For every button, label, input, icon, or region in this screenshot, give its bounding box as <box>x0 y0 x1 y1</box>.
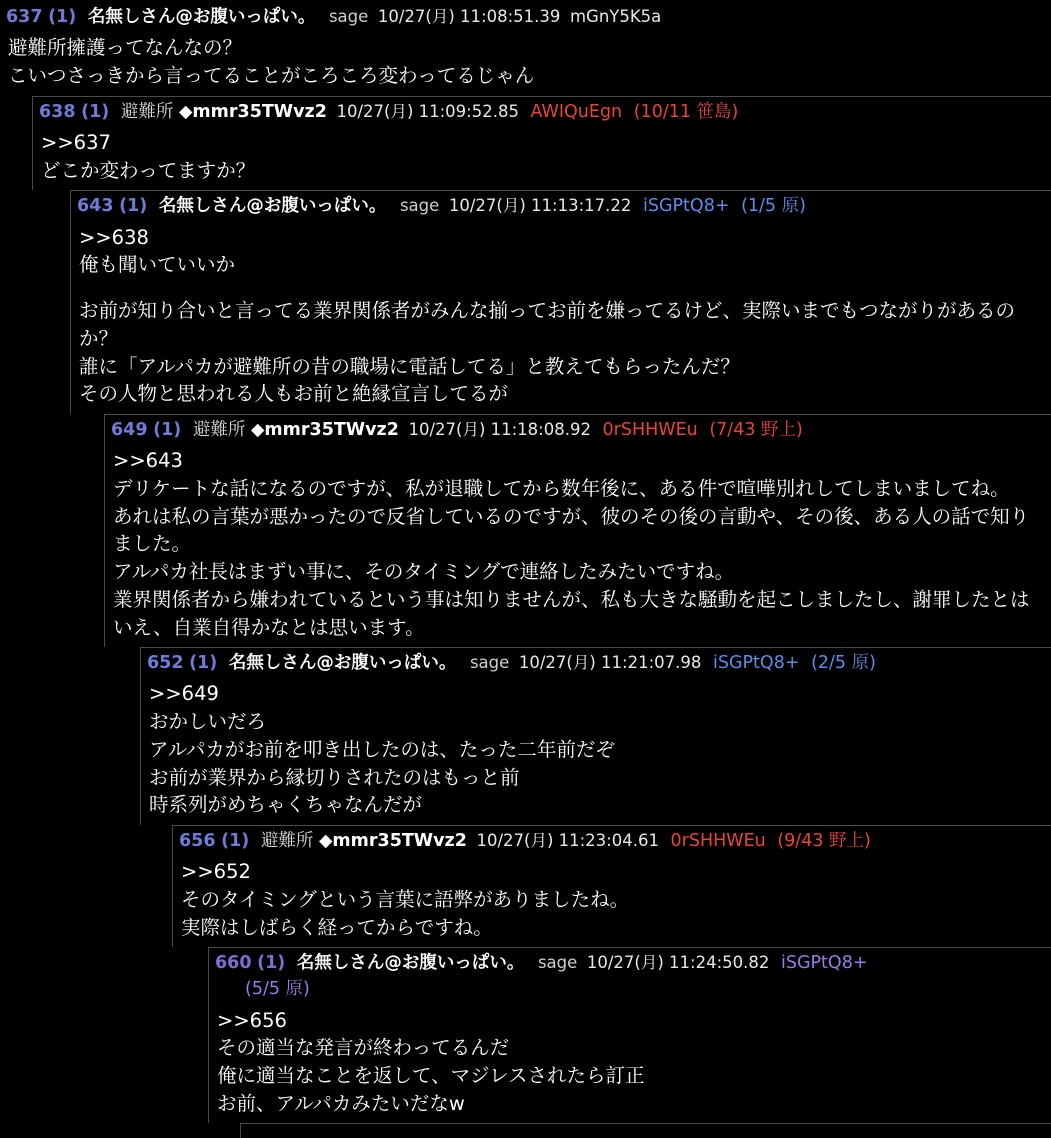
post-author: 名無しさん@お腹いっぱい。 <box>296 953 525 974</box>
post-date: 10/27(月) 11:24:50.82 <box>586 953 770 973</box>
post-656[interactable] <box>172 825 1051 947</box>
post-reply-count: (1) <box>221 830 250 851</box>
post-uid-extra: (7/43 野上) <box>709 420 803 441</box>
post-body <box>6 31 1047 89</box>
body-line: お前が知り合いと言ってる業界関係者がみんな揃ってお前を嫌ってるけど、実際いまでもつながりがあるのか？ <box>79 299 1016 351</box>
post-tripcode: ◆mmr35TWvz2 <box>318 830 467 851</box>
post-uid: mGnY5K5a <box>569 7 662 26</box>
post-652[interactable] <box>140 647 1051 825</box>
body-line: 業界関係者から嫌われているという事は知りませんが、私も大きな騒動を起こしましたし、謝罪したとはいえ、自業自得かなとは思います。 <box>113 587 1030 639</box>
thread-continuation <box>240 1123 1051 1138</box>
body-line: デリケートな話になるのですが、私が退職してから数年後に、ある件で喧嘩別れしてしまいましてね。 <box>113 477 1010 501</box>
post-sage: sage <box>328 7 369 26</box>
post-author: 避難所 <box>260 830 314 851</box>
post-638[interactable] <box>32 96 1051 191</box>
body-line: どこか変わってますか？ <box>41 158 256 182</box>
post-header <box>111 417 1047 444</box>
post-number[interactable]: 660 <box>215 953 252 974</box>
body-line: 俺も聞いていいか <box>79 253 236 277</box>
post-reply-count: (1) <box>48 7 77 27</box>
post-header <box>6 4 1047 31</box>
post-number[interactable]: 638 <box>39 101 76 122</box>
post-author: 避難所 <box>192 420 246 441</box>
reply-anchor[interactable]: >>649 <box>149 682 219 706</box>
post-author: 名無しさん@お腹いっぱい。 <box>87 7 316 27</box>
post-uid-extra: (1/5 原) <box>741 196 806 217</box>
post-header <box>215 950 1047 1004</box>
body-line: アルパカがお前を叩き出したのは、たった二年前だぞ <box>149 737 615 761</box>
reply-anchor[interactable]: >>643 <box>113 449 183 473</box>
post-reply-count: (1) <box>153 420 182 441</box>
body-line: その適当な発言が終わってるんだ <box>217 1036 510 1060</box>
post-date: 10/27(月) 11:21:07.98 <box>518 653 702 673</box>
post-author: 避難所 <box>120 101 174 122</box>
post-date: 10/27(月) 11:13:17.22 <box>448 196 632 216</box>
post-649[interactable] <box>104 414 1051 647</box>
post-body <box>179 855 1047 941</box>
post-sage: sage <box>469 653 510 673</box>
post-uid-extra: (10/11 笹島) <box>633 101 739 122</box>
post-uid: 0rSHHWEu <box>670 830 766 851</box>
body-line: おかしいだろ <box>149 710 267 734</box>
body-line: お前が業界から縁切りされたのはもっと前 <box>149 765 520 789</box>
body-line: 俺に適当なことを返して、マジレスされたら訂正 <box>217 1064 645 1088</box>
post-body <box>111 444 1047 641</box>
post-body <box>215 1004 1047 1118</box>
post-author: 名無しさん@お腹いっぱい。 <box>228 653 457 674</box>
post-uid-extra: (2/5 原) <box>811 653 876 674</box>
post-header <box>179 828 1047 855</box>
post-sage: sage <box>537 953 578 973</box>
post-header <box>39 99 1047 126</box>
body-line: 避難所擁護ってなんなの？ <box>8 36 243 60</box>
post-date: 10/27(月) 11:08:51.39 <box>377 7 561 26</box>
post-uid-extra: (9/43 野上) <box>777 830 871 851</box>
post-number[interactable]: 637 <box>6 7 43 27</box>
post-header <box>77 193 1047 220</box>
body-line: 時系列がめちゃくちゃなんだが <box>149 793 423 817</box>
reply-anchor[interactable]: >>637 <box>41 130 111 154</box>
post-number[interactable]: 656 <box>179 830 216 851</box>
post-date: 10/27(月) 11:23:04.61 <box>476 830 659 850</box>
body-line: そのタイミングという言葉に語弊がありましたね。 <box>181 887 630 911</box>
post-reply-count: (1) <box>257 953 286 974</box>
body-line: アルパカ社長はまずい事に、そのタイミングで連絡したみたいですね。 <box>113 560 735 584</box>
body-line: お前、アルパカみたいだなw <box>217 1091 465 1115</box>
post-uid: 0rSHHWEu <box>602 420 698 441</box>
post-637[interactable] <box>0 0 1051 96</box>
post-number[interactable]: 643 <box>77 196 114 217</box>
post-number[interactable]: 652 <box>147 653 184 674</box>
post-author: 名無しさん@お腹いっぱい。 <box>158 196 387 217</box>
post-uid-extra: (5/5 原) <box>245 979 310 1000</box>
post-date: 10/27(月) 11:09:52.85 <box>336 101 519 121</box>
post-643[interactable] <box>70 190 1051 414</box>
body-line: 実際はしばらく経ってからですね。 <box>181 915 493 939</box>
post-tripcode: ◆mmr35TWvz2 <box>250 420 399 441</box>
post-header <box>147 650 1047 677</box>
post-uid: iSGPtQ8+ <box>780 953 868 974</box>
post-reply-count: (1) <box>189 653 218 674</box>
post-reply-count: (1) <box>119 196 148 217</box>
post-body <box>39 126 1047 184</box>
reply-anchor[interactable]: >>638 <box>79 225 149 249</box>
post-sage: sage <box>399 196 440 216</box>
post-number[interactable]: 649 <box>111 420 148 441</box>
post-date: 10/27(月) 11:18:08.92 <box>408 420 591 440</box>
blank-line <box>79 279 1047 298</box>
body-line: あれは私の言葉が悪かったので反省しているのですが、彼のその後の言動や、その後、ある人の話で知りました。 <box>113 504 1030 556</box>
post-uid: iSGPtQ8+ <box>712 653 800 674</box>
post-tripcode: ◆mmr35TWvz2 <box>178 101 327 122</box>
post-uid: iSGPtQ8+ <box>642 196 730 217</box>
post-body <box>77 221 1047 409</box>
body-line: その人物と思われる人もお前と絶縁宣言してるが <box>79 382 509 406</box>
reply-anchor[interactable]: >>656 <box>217 1008 287 1032</box>
post-body <box>147 677 1047 818</box>
post-660[interactable] <box>208 947 1051 1123</box>
reply-anchor[interactable]: >>652 <box>181 860 251 884</box>
body-line: 誰に「アルパカが避難所の昔の職場に電話してる」と教えてもらったんだ？ <box>79 354 740 378</box>
post-uid: AWIQuEgn <box>530 101 623 122</box>
post-reply-count: (1) <box>81 101 110 122</box>
body-line: こいつさっきから言ってることがころころ変わってるじゃん <box>8 63 535 87</box>
